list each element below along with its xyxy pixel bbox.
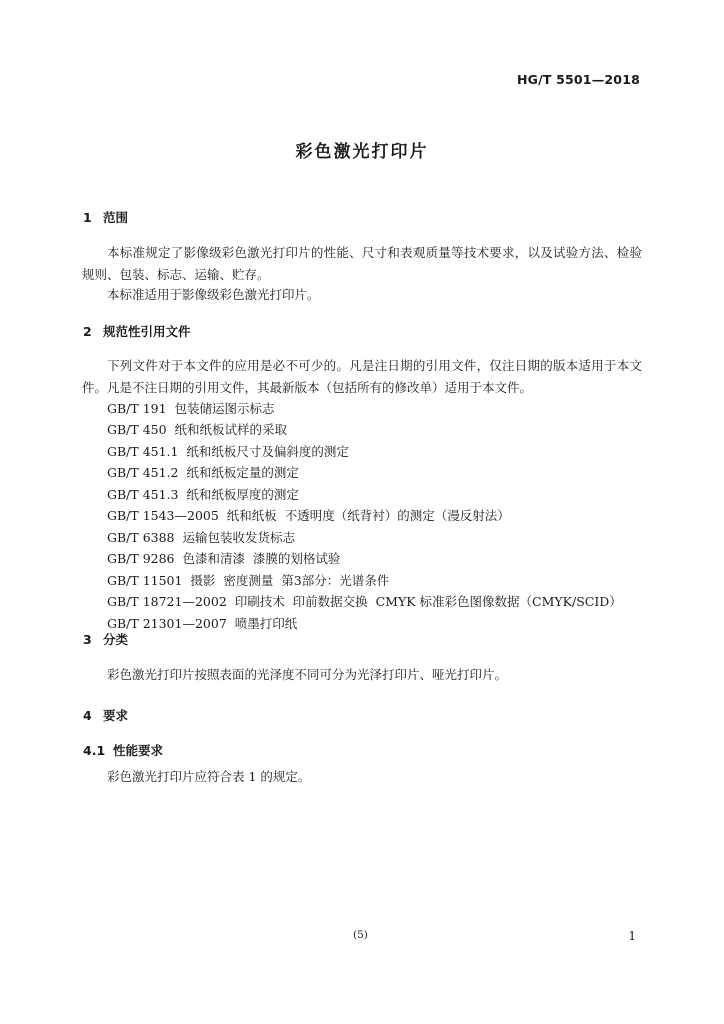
performance-paragraph: 彩色激光打印片应符合表 1 的规定。 <box>107 769 311 784</box>
section-heading-requirements <box>83 706 128 724</box>
section-title: 分类 <box>103 632 129 647</box>
section-title: 范围 <box>103 210 129 225</box>
subsection-heading-performance <box>83 741 163 759</box>
section-title: 要求 <box>103 708 129 723</box>
section-number: 4 <box>83 708 92 723</box>
reference-item: GB/T 1543—2005 纸和纸板 不透明度（纸背衬）的测定（漫反射法） <box>107 508 510 523</box>
section-number: 4.1 <box>83 743 106 758</box>
reference-item: GB/T 11501 摄影 密度测量 第3部分：光谱条件 <box>107 573 390 588</box>
section-number: 1 <box>83 210 92 225</box>
reference-item: GB/T 21301—2007 喷墨打印纸 <box>107 616 298 631</box>
document-title: 彩色激光打印片 <box>295 142 429 162</box>
scope-paragraph-2: 本标准适用于影像级彩色激光打印片。 <box>107 287 320 302</box>
section-heading-scope <box>83 208 128 226</box>
scope-paragraph-1: 本标准规定了影像级彩色激光打印片的性能、尺寸和表观质量等技术要求，以及试验方法、检验规则、包装、标志、运输、贮存。 <box>82 245 642 282</box>
section-number: 2 <box>83 324 92 339</box>
reference-item: GB/T 9286 色漆和清漆 漆膜的划格试验 <box>107 551 341 566</box>
section-heading-normative-refs <box>83 322 191 340</box>
page-number: 1 <box>628 929 636 943</box>
normative-refs-intro: 下列文件对于本文件的应用是必不可少的。凡是注日期的引用文件，仅注日期的版本适用于本文件。凡是不注日期的引用文件，其最新版本（包括所有的修改单）适用于本文件。 <box>82 358 642 395</box>
sheet-number: (5) <box>353 929 368 941</box>
reference-item: GB/T 191 包装储运图示标志 <box>107 401 275 416</box>
reference-item: GB/T 450 纸和纸板试样的采取 <box>107 422 287 437</box>
reference-item: GB/T 18721—2002 印刷技术 印前数据交换 CMYK 标准彩色图像数据（CMYK/SCID） <box>107 594 622 609</box>
reference-item: GB/T 6388 运输包装收发货标志 <box>107 530 295 545</box>
classification-paragraph: 彩色激光打印片按照表面的光泽度不同可分为光泽打印片、哑光打印片。 <box>107 667 508 682</box>
section-number: 3 <box>83 632 92 647</box>
reference-item: GB/T 451.2 纸和纸板定量的测定 <box>107 465 299 480</box>
standard-code: HG/T 5501—2018 <box>516 72 640 87</box>
reference-item: GB/T 451.1 纸和纸板尺寸及偏斜度的测定 <box>107 444 349 459</box>
reference-item: GB/T 451.3 纸和纸板厚度的测定 <box>107 487 299 502</box>
section-heading-classification <box>83 630 128 648</box>
section-title: 性能要求 <box>113 743 164 758</box>
section-title: 规范性引用文件 <box>103 324 191 339</box>
